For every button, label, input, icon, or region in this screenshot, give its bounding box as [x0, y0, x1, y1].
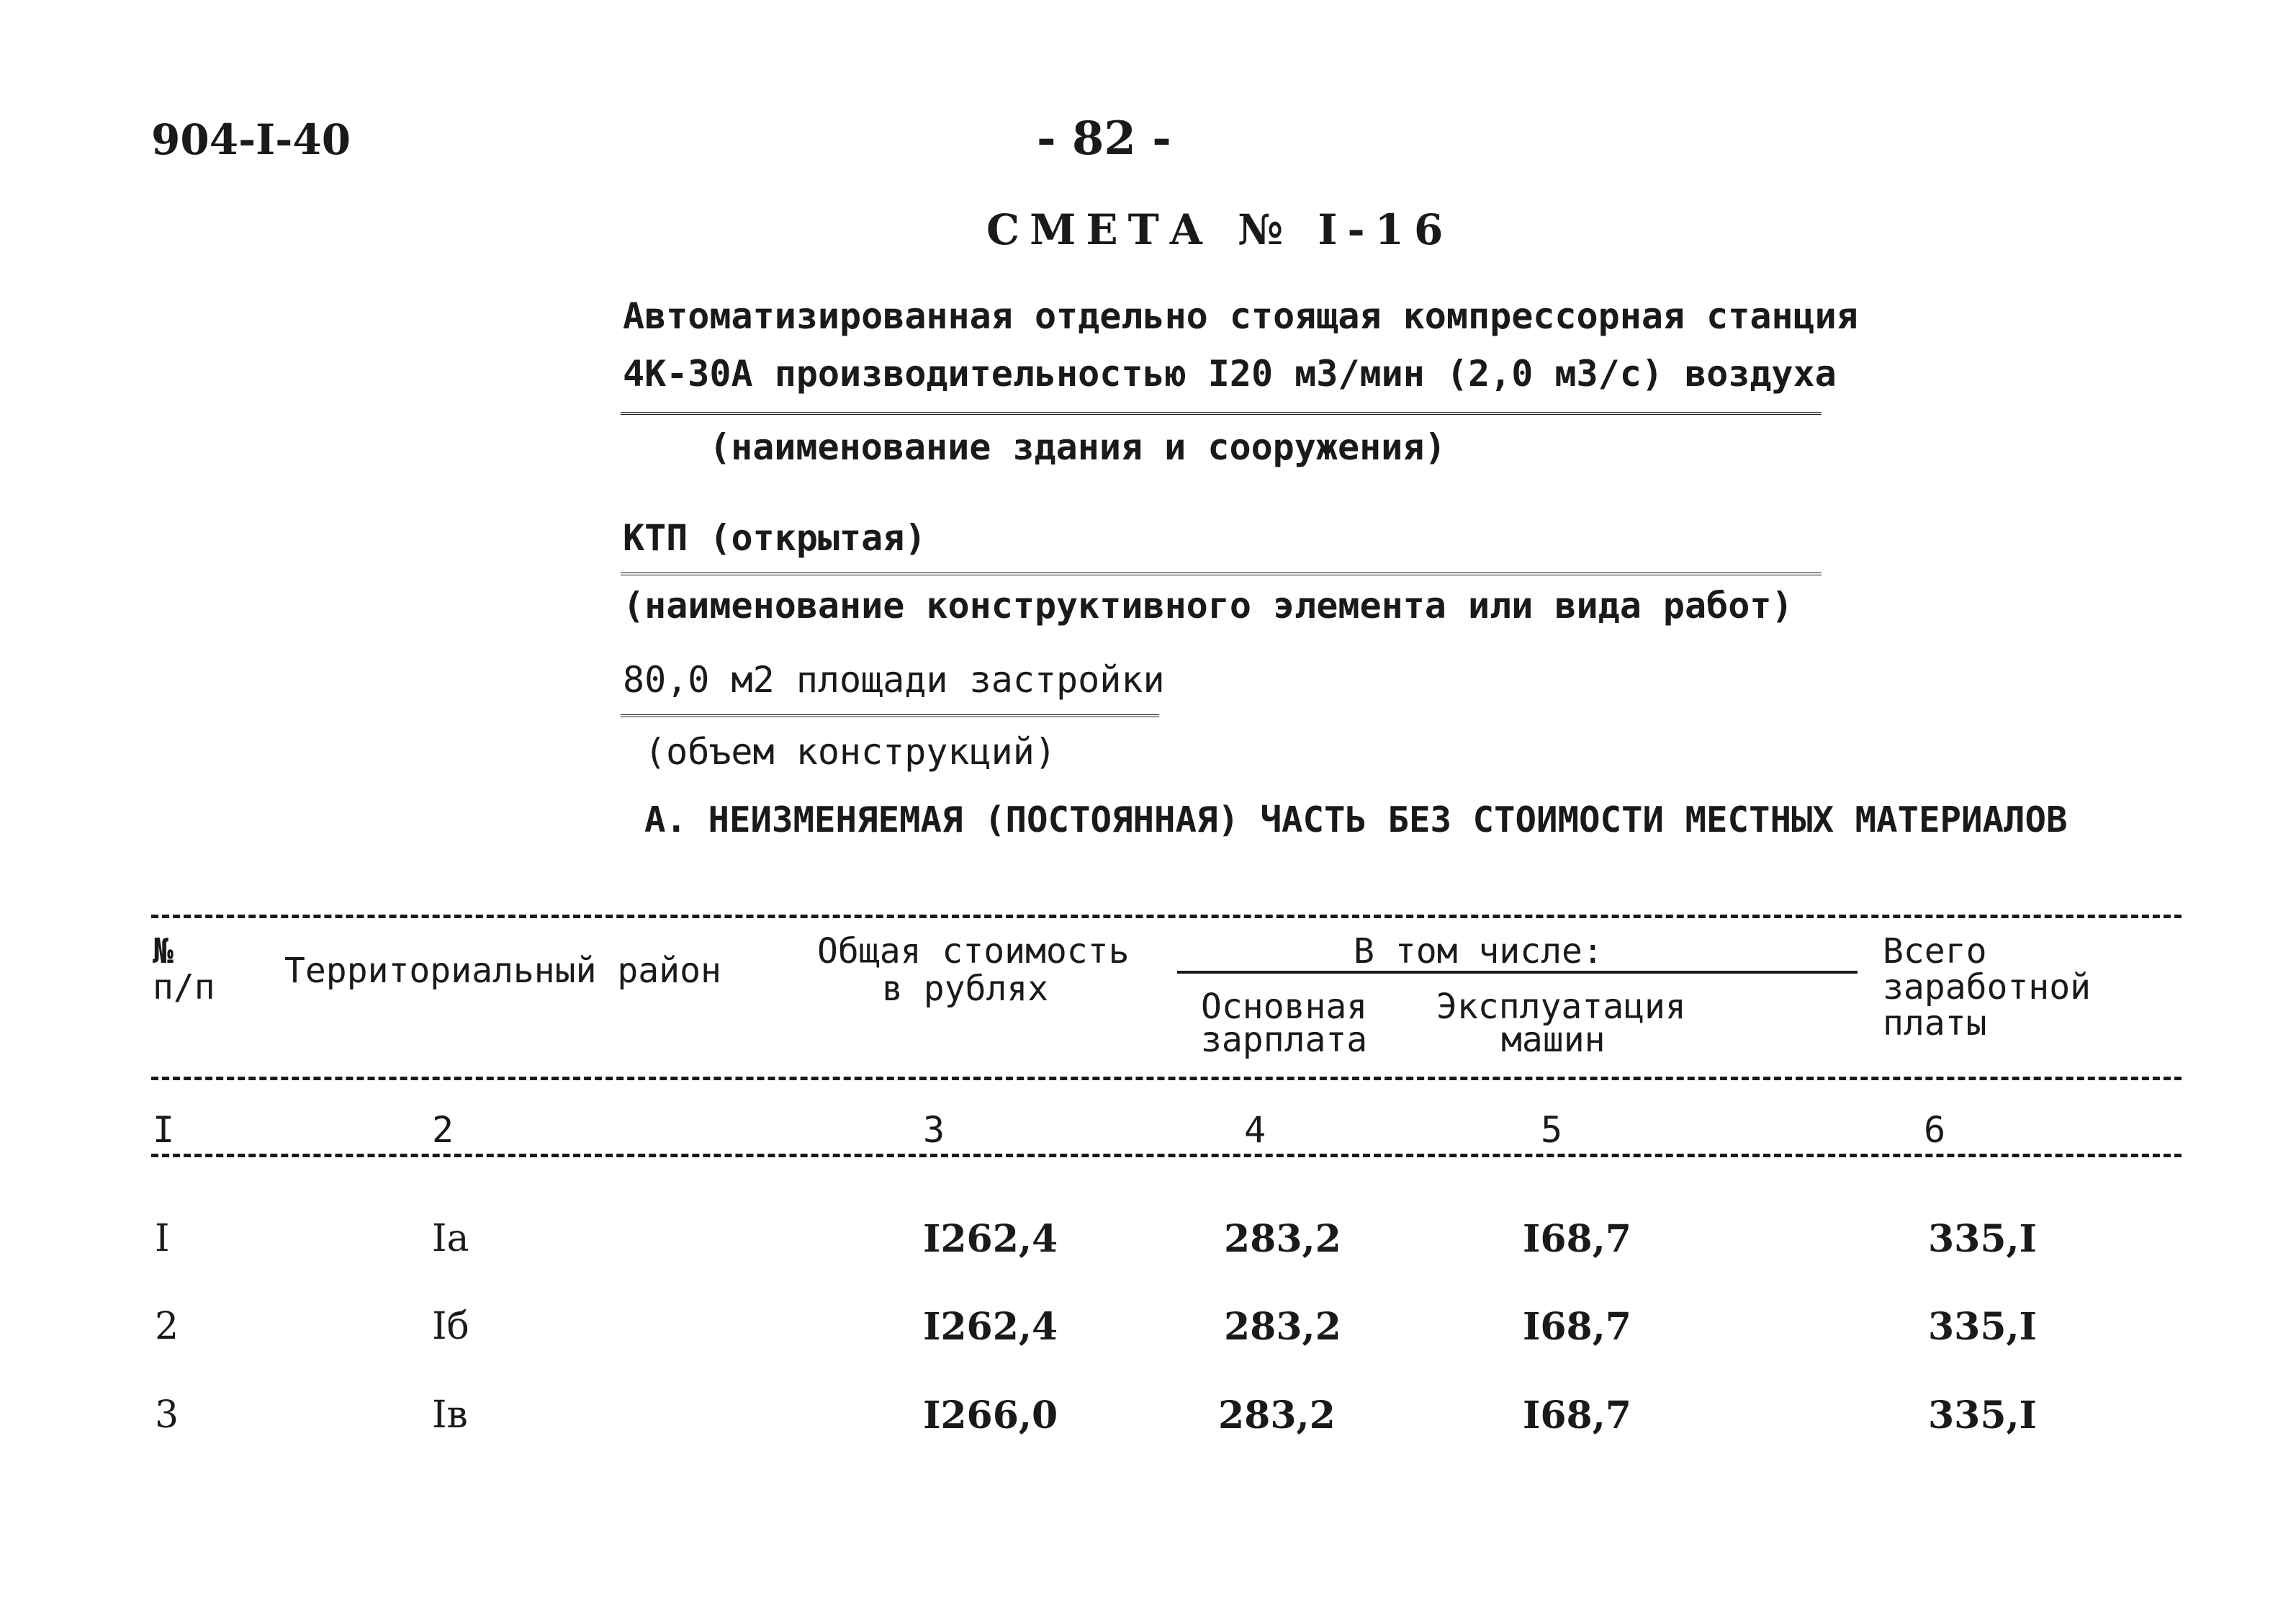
object-name-line2: 4К-30А производительностью I20 м3/мин (2,0 м3/с) воздуха: [623, 353, 1837, 395]
element-name: КТП (открытая): [623, 517, 927, 559]
header-total-line1: Всего: [1883, 931, 1987, 971]
element-underline: [621, 573, 1822, 580]
header-machines-line1: Эксплуатация: [1436, 987, 1686, 1027]
object-name-caption: (наименование здания и сооружения): [709, 426, 1446, 468]
row-machines: I68,7: [1523, 1217, 1631, 1261]
row-total-wage: 335,I: [1928, 1393, 2037, 1437]
row-cost: I262,4: [923, 1217, 1058, 1261]
row-region: Iв: [432, 1393, 468, 1437]
header-including: В том числе:: [1354, 931, 1603, 971]
row-num: 3: [155, 1393, 179, 1437]
header-machines-line2: машин: [1501, 1020, 1606, 1060]
header-num-line1: №: [153, 931, 174, 971]
header-region: Территориальный район: [284, 951, 721, 991]
object-name-underline: [621, 412, 1822, 419]
header-cost-line2: в рублях: [882, 969, 1049, 1009]
column-number-3: 3: [923, 1109, 945, 1151]
header-including-underline: [1177, 971, 1858, 974]
row-machines: I68,7: [1523, 1305, 1631, 1349]
volume-underline: [621, 714, 1159, 722]
header-cost-line1: Общая стоимость: [817, 931, 1130, 971]
header-bottom-rule: [151, 1077, 2182, 1080]
row-wage: 283,2: [1224, 1305, 1341, 1349]
row-num: 2: [155, 1305, 179, 1348]
row-cost: I266,0: [923, 1393, 1058, 1437]
row-total-wage: 335,I: [1928, 1217, 2037, 1261]
estimate-title: СМЕТА № I-16: [986, 205, 1454, 254]
row-region: Iб: [432, 1305, 469, 1348]
row-num: I: [155, 1217, 170, 1260]
header-total-line3: платы: [1883, 1003, 1987, 1043]
volume-caption: (объем конструкций): [644, 731, 1056, 773]
table-top-rule: [151, 915, 2182, 918]
object-name-line1: Автоматизированная отдельно стоящая компрессорная станция: [623, 295, 1858, 337]
row-wage: 283,2: [1224, 1217, 1341, 1261]
document-code: 904-I-40: [151, 115, 351, 164]
row-cost: I262,4: [923, 1305, 1058, 1349]
column-number-2: 2: [432, 1109, 454, 1151]
header-num-line2: п/п: [153, 967, 215, 1007]
header-total-line2: заработной: [1883, 967, 2091, 1007]
row-region: Iа: [432, 1217, 469, 1260]
column-number-6: 6: [1924, 1109, 1946, 1151]
element-caption: (наименование конструктивного элемента или вида работ): [623, 585, 1793, 627]
column-number-4: 4: [1244, 1109, 1266, 1151]
row-wage: 283,2: [1218, 1393, 1336, 1437]
header-wage-line1: Основная: [1201, 987, 1368, 1027]
volume-value: 80,0 м2 площади застройки: [623, 659, 1165, 701]
column-number-5: 5: [1541, 1109, 1563, 1151]
section-heading: А. НЕИЗМЕНЯЕМАЯ (ПОСТОЯННАЯ) ЧАСТЬ БЕЗ СТОИМОСТИ МЕСТНЫХ МАТЕРИАЛОВ: [644, 799, 2068, 840]
header-wage-line2: зарплата: [1201, 1020, 1368, 1060]
column-number-1: I: [153, 1109, 175, 1151]
column-numbers-rule: [151, 1154, 2182, 1157]
row-machines: I68,7: [1523, 1393, 1631, 1437]
row-total-wage: 335,I: [1928, 1305, 2037, 1349]
page-number: - 82 -: [1037, 112, 1171, 166]
